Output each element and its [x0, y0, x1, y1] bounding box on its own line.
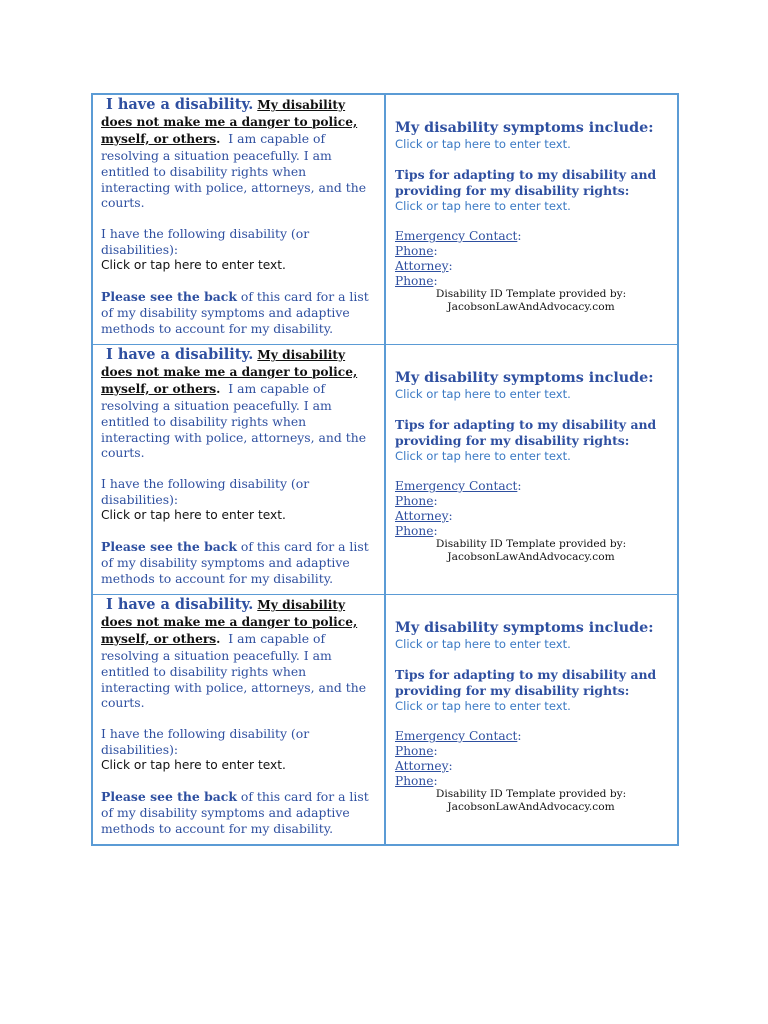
colon: : [433, 524, 438, 538]
credit-line-2: JacobsonLawAndAdvocacy.com [447, 301, 615, 314]
attorney-label: Attorney [395, 259, 449, 273]
phone-line [395, 494, 667, 509]
credit-line-1: Disability ID Template provided by: [435, 538, 627, 550]
attorney-phone-label: Phone [395, 774, 434, 788]
attorney-phone-label: Phone [395, 274, 434, 288]
no-danger-period: . [216, 381, 221, 396]
see-back-text: of this card for a list of my disability symptoms and adaptive methods to account for my disability. [101, 539, 369, 586]
capable-statement: I am capable of resolving a situation peacefully. I am entitled to disability rights when interacting with police, attorneys, and the courts. [101, 130, 367, 211]
colon: : [433, 244, 438, 258]
template-credit [395, 538, 667, 565]
no-danger-period: . [216, 131, 221, 146]
tips-heading: Tips for adapting to my disability and providing for my disability rights: [395, 667, 657, 698]
attorney-phone-line [395, 774, 667, 789]
card-row [93, 95, 677, 345]
no-danger-statement: My disability does not make me a danger to police, myself, or others [101, 598, 358, 646]
phone-line [395, 744, 667, 759]
symptoms-heading: My disability symptoms include: [395, 620, 654, 636]
colon: : [448, 759, 453, 773]
colon: : [517, 729, 522, 743]
tips-field[interactable]: Click or tap here to enter text. [395, 699, 571, 713]
emergency-contact-label: Emergency Contact [395, 729, 518, 743]
colon: : [448, 259, 453, 273]
template-credit [395, 788, 667, 815]
emergency-contact-line [395, 229, 667, 244]
card-headline: I have a disability. [106, 596, 254, 613]
card-intro [101, 597, 378, 711]
disability-card-table [91, 93, 679, 846]
card-intro [101, 347, 378, 461]
tips-field[interactable]: Click or tap here to enter text. [395, 199, 571, 213]
attorney-line [395, 759, 667, 774]
credit-line-2: JacobsonLawAndAdvocacy.com [447, 551, 615, 564]
credit-line-1: Disability ID Template provided by: [435, 288, 627, 300]
symptoms-heading: My disability symptoms include: [395, 120, 654, 136]
no-danger-statement: My disability does not make me a danger to police, myself, or others [101, 348, 358, 396]
colon: : [517, 229, 522, 243]
colon: : [448, 509, 453, 523]
colon: : [433, 494, 438, 508]
disability-list-field[interactable]: Click or tap here to enter text. [101, 508, 286, 523]
disability-list-field[interactable]: Click or tap here to enter text. [101, 258, 286, 273]
see-back-bold: Please see the back [101, 789, 237, 805]
card-back [386, 345, 677, 594]
disability-list-label: I have the following disability (or disabilities): [101, 476, 310, 508]
see-back-text: of this card for a list of my disability symptoms and adaptive methods to account for my disability. [101, 789, 369, 836]
card-headline: I have a disability. [106, 346, 254, 363]
card-back [386, 595, 677, 844]
card-row [93, 345, 677, 595]
phone-label: Phone [395, 494, 434, 508]
card-back [386, 95, 677, 344]
card-front [93, 345, 386, 594]
symptoms-heading: My disability symptoms include: [395, 370, 654, 386]
disability-list-label: I have the following disability (or disabilities): [101, 226, 310, 258]
contacts-block [395, 479, 667, 539]
card-front [93, 95, 386, 344]
disability-list-field[interactable]: Click or tap here to enter text. [101, 758, 286, 773]
colon: : [433, 744, 438, 758]
card-front [93, 595, 386, 844]
attorney-phone-line [395, 274, 667, 289]
emergency-contact-label: Emergency Contact [395, 479, 518, 493]
card-intro [101, 97, 378, 211]
tips-heading: Tips for adapting to my disability and providing for my disability rights: [395, 417, 657, 448]
emergency-contact-line [395, 729, 667, 744]
credit-line-1: Disability ID Template provided by: [435, 788, 627, 800]
attorney-phone-line [395, 524, 667, 539]
see-back-note [101, 539, 378, 587]
phone-label: Phone [395, 744, 434, 758]
attorney-phone-label: Phone [395, 524, 434, 538]
tips-field[interactable]: Click or tap here to enter text. [395, 449, 571, 463]
disability-list-label: I have the following disability (or disabilities): [101, 726, 310, 758]
emergency-contact-line [395, 479, 667, 494]
credit-line-2: JacobsonLawAndAdvocacy.com [447, 801, 615, 814]
template-credit [395, 288, 667, 315]
attorney-line [395, 509, 667, 524]
capable-statement: I am capable of resolving a situation peacefully. I am entitled to disability rights when interacting with police, attorneys, and the courts. [101, 380, 367, 461]
colon: : [517, 479, 522, 493]
symptoms-field[interactable]: Click or tap here to enter text. [395, 137, 571, 151]
no-danger-period: . [216, 631, 221, 646]
capable-statement: I am capable of resolving a situation peacefully. I am entitled to disability rights when interacting with police, attorneys, and the courts. [101, 630, 367, 711]
symptoms-field[interactable]: Click or tap here to enter text. [395, 637, 571, 651]
see-back-bold: Please see the back [101, 539, 237, 555]
see-back-text: of this card for a list of my disability symptoms and adaptive methods to account for my disability. [101, 289, 369, 336]
contacts-block [395, 729, 667, 789]
emergency-contact-label: Emergency Contact [395, 229, 518, 243]
phone-line [395, 244, 667, 259]
attorney-label: Attorney [395, 509, 449, 523]
attorney-label: Attorney [395, 759, 449, 773]
see-back-note [101, 789, 378, 837]
attorney-line [395, 259, 667, 274]
contacts-block [395, 229, 667, 289]
colon: : [433, 274, 438, 288]
symptoms-field[interactable]: Click or tap here to enter text. [395, 387, 571, 401]
see-back-bold: Please see the back [101, 289, 237, 305]
colon: : [433, 774, 438, 788]
card-row [93, 595, 677, 844]
see-back-note [101, 289, 378, 337]
card-headline: I have a disability. [106, 96, 254, 113]
no-danger-statement: My disability does not make me a danger to police, myself, or others [101, 98, 358, 146]
tips-heading: Tips for adapting to my disability and providing for my disability rights: [395, 167, 657, 198]
phone-label: Phone [395, 244, 434, 258]
